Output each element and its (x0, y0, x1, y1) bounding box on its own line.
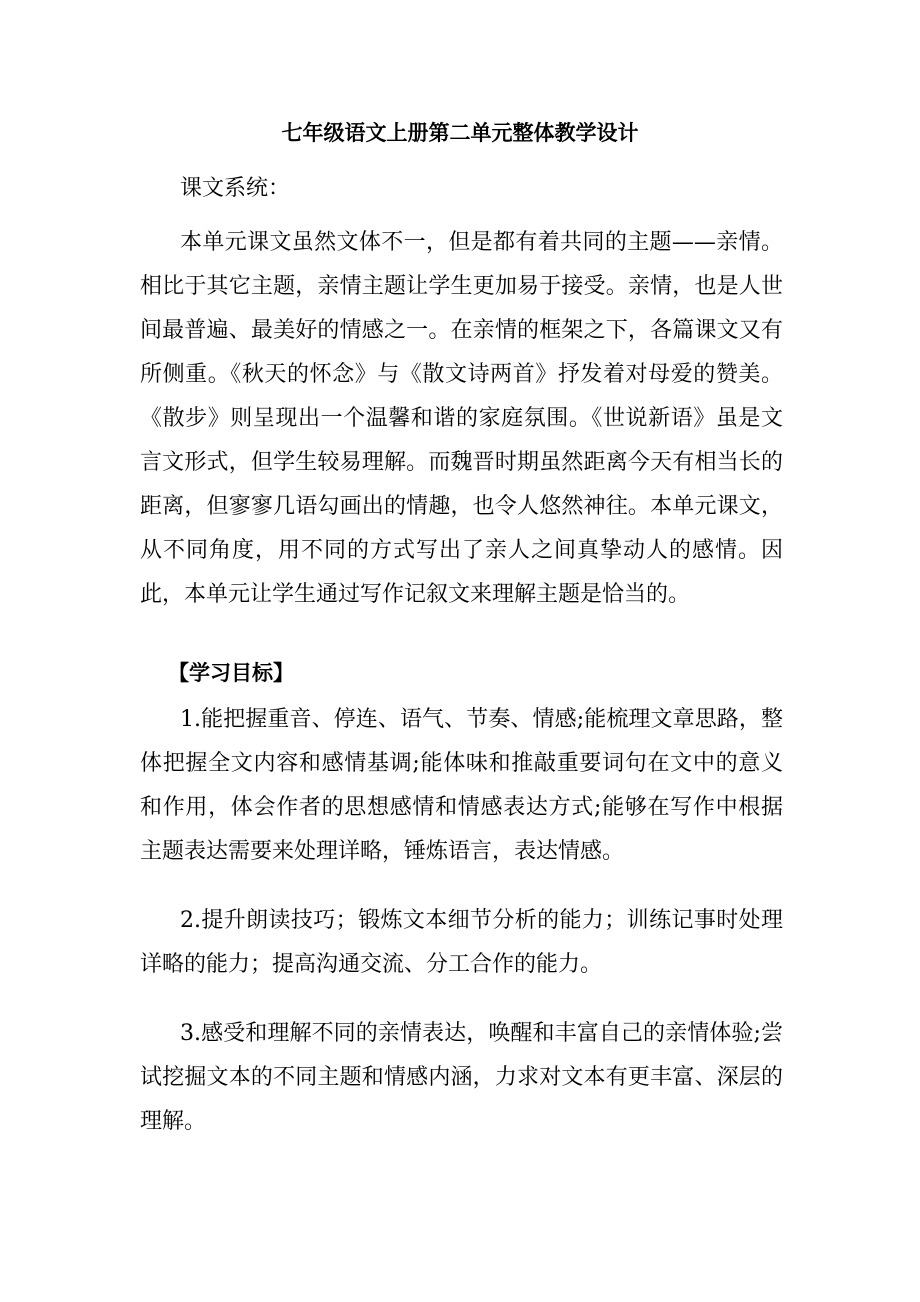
document-title: 七年级语文上册第二单元整体教学设计 (281, 120, 639, 145)
intro-paragraph: 本单元课文虽然文体不一，但是都有着共同的主题——亲情。相比于其它主题，亲情主题让学生更加易于接受。亲情，也是人世间最普遍、最美好的情感之一。在亲情的框架之下，各篇课文又有所侧重。《秋天的怀念》与《散文诗两首》抒发着对母爱的赞美。《散步》则呈现出一个温馨和谐的家庭氛围。《世说新语》虽是文言文形式，但学生较易理解。而魏晋时期虽然距离今天有相当长的距离，但寥寥几语勾画出的情趣，也令人悠然神往。本单元课文，从不同角度，用不同的方式写出了亲人之间真挚动人的感情。因此，本单元让学生通过写作记叙文来理解主题是恰当的。 (140, 230, 783, 607)
learning-goal-2: 2.提升朗读技巧；锻炼文本细节分析的能力；训练记事时处理详略的能力；提高沟通交流、分工合作的能力。 (140, 908, 783, 977)
learning-goals-heading: 【学习目标】 (168, 660, 294, 685)
section-heading: 课文系统： (180, 176, 291, 201)
learning-goal-1: 1.能把握重音、停连、语气、节奏、情感;能梳理文章思路，整体把握全文内容和感情基调;能体味和推敲重要词句在文中的意义和作用，体会作者的思想感情和情感表达方式;能够在写作中根据主题表达需要来处理详略，锤炼语言，表达情感。 (140, 707, 783, 864)
learning-goal-3: 3.感受和理解不同的亲情表达，唤醒和丰富自己的亲情体验;尝试挖掘文本的不同主题和情感内涵，力求对文本有更丰富、深层的理解。 (140, 1021, 783, 1134)
